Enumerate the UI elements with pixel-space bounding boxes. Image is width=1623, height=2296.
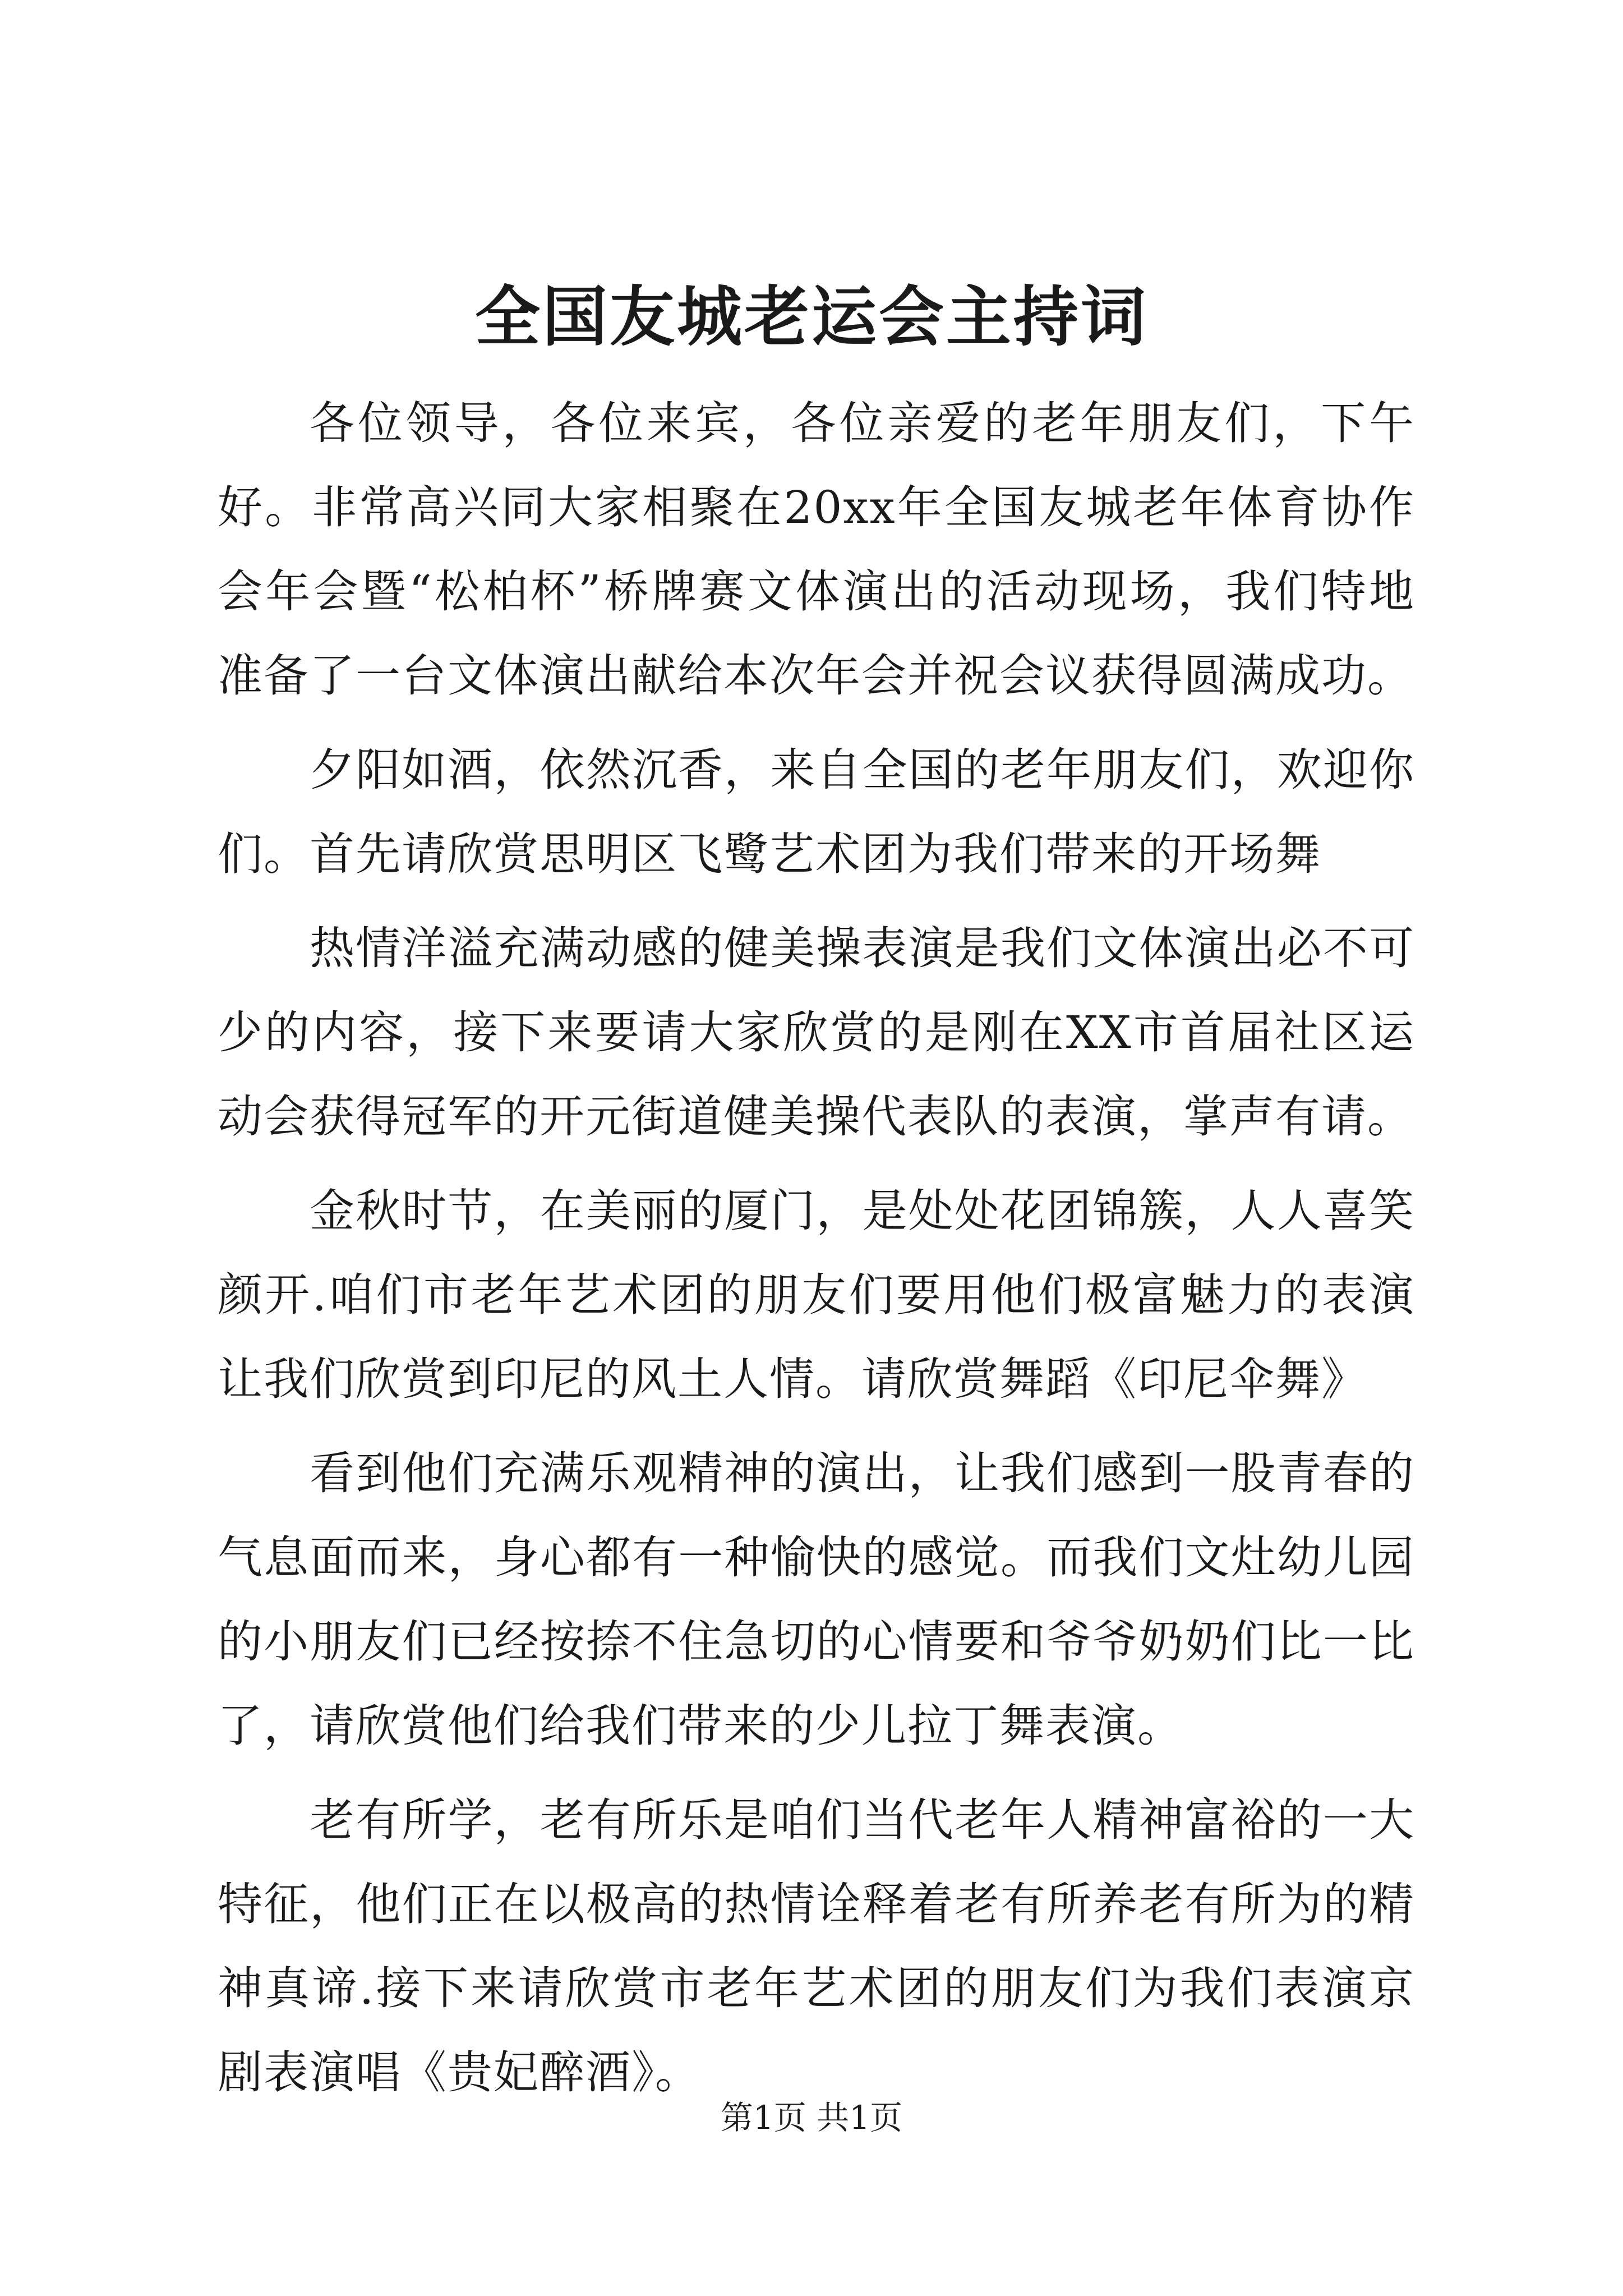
paragraph-3: 热情洋溢充满动感的健美操表演是我们文体演出必不可少的内容，接下来要请大家欣赏的是刚在XX市首届社区运动会获得冠军的开元街道健美操代表队的表演，掌声有请。 [218, 922, 1415, 1143]
paragraph-5: 看到他们充满乐观精神的演出，让我们感到一股青春的气息面而来，身心都有一种愉快的感觉。而我们文灶幼儿园的小朋友们已经按捺不住急切的心情要和爷爷奶奶们比一比了，请欣赏他们给我们带来的少儿拉丁舞表演。 [218, 1447, 1415, 1752]
paragraph-2: 夕阳如酒，依然沉香，来自全国的老年朋友们，欢迎你们。首先请欣赏思明区飞鹭艺术团为我们带来的开场舞 [218, 744, 1415, 880]
document-body [218, 381, 1415, 2125]
paragraph-1: 各位领导，各位来宾，各位亲爱的老年朋友们，下午好。非常高兴同大家相聚在20xx年全国友城老年体育协作会年会暨“松柏杯”桥牌赛文体演出的活动现场，我们特地准备了一台文体演出献给本次年会并祝会议获得圆满成功。 [218, 397, 1415, 702]
document-title: 全国友城老运会主持词 [475, 279, 1148, 355]
paragraph-4: 金秋时节，在美丽的厦门，是处处花团锦簇，人人喜笑颜开.咱们市老年艺术团的朋友们要用他们极富魅力的表演让我们欣赏到印尼的风土人情。请欣赏舞蹈《印尼伞舞》 [218, 1185, 1415, 1405]
paragraph-6: 老有所学，老有所乐是咱们当代老年人精神富裕的一大特征，他们正在以极高的热情诠释着老有所养老有所为的精神真谛.接下来请欣赏市老年艺术团的朋友们为我们表演京剧表演唱《贵妃醉酒》。 [218, 1794, 1415, 2099]
page-number-footer: 第1页 共1页 [720, 2099, 903, 2137]
